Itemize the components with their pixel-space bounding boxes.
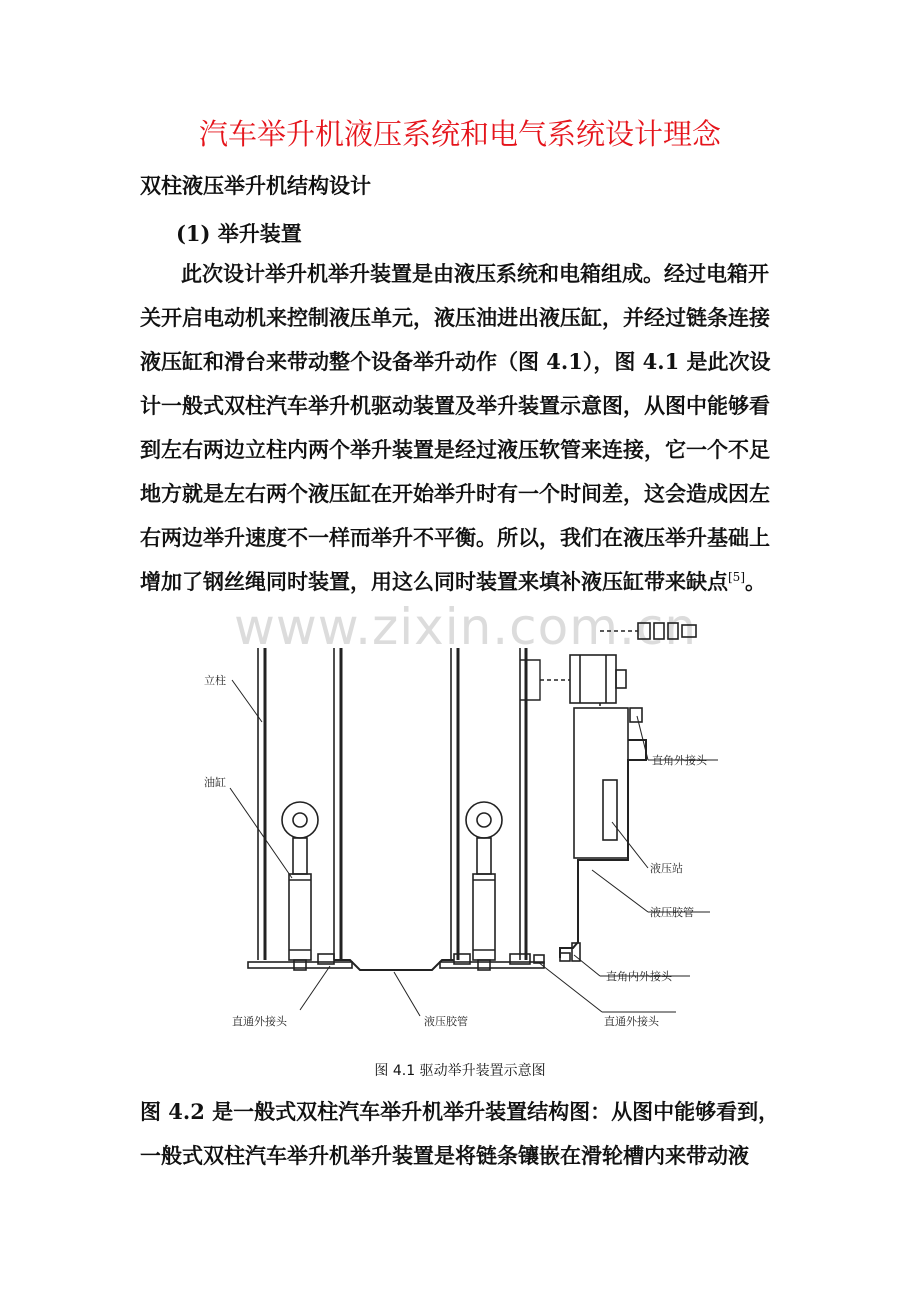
paragraph-line: 计一般式双柱汽车举升机驱动装置及举升装置示意图，从图中能够看 — [140, 393, 770, 418]
left-base-plate — [248, 962, 352, 968]
label-cylinder: 油缸 — [204, 776, 226, 789]
label-right-angle-inner-outer: 直角内外接头 — [606, 970, 672, 983]
bottom-hydraulic-hose — [334, 960, 454, 970]
paragraph-line: 此次设计举升机举升装置是由液压系统和电箱组成。经过电箱开 — [181, 261, 769, 286]
figure-caption: 图 4.1 驱动举升装置示意图 — [374, 1063, 546, 1079]
right-base-plate — [440, 962, 544, 968]
paragraph-text: 增加了钢丝绳同时装置，用这么同时装置来填补液压缸带来缺点 — [140, 569, 728, 594]
label-right-angle-outer: 直角外接头 — [652, 754, 707, 767]
section-heading: 双柱液压举升机结构设计 — [140, 173, 371, 198]
right-hydraulic-hose — [560, 740, 646, 958]
motor — [570, 655, 616, 703]
left-pulley — [282, 802, 318, 838]
paragraph-line: 到左右两边立柱内两个举升装置是经过液压软管来连接，它一个不足 — [140, 437, 770, 462]
label-hydraulic-hose-bottom: 液压胶管 — [424, 1015, 468, 1028]
paragraph-line: 关开启电动机来控制液压单元，液压油进出液压缸，并经过链条连接 — [140, 305, 770, 330]
label-straight-outer-right: 直通外接头 — [604, 1015, 659, 1028]
label-straight-outer-left: 直通外接头 — [232, 1015, 287, 1028]
label-column: 立柱 — [204, 674, 226, 687]
left-piston-rod — [293, 838, 307, 874]
document-title: 汽车举升机液压系统和电气系统设计理念 — [198, 117, 721, 151]
paragraph-line: 一般式双柱汽车举升机举升装置是将链条镶嵌在滑轮槽内来带动液 — [140, 1143, 749, 1168]
label-hydraulic-hose-right: 液压胶管 — [650, 906, 694, 919]
paragraph-tail: 。 — [745, 569, 766, 594]
paragraph-line: 液压缸和滑台来带动整个设备举升动作（图 4.1），图 4.1 是此次设 — [140, 349, 771, 374]
label-hydraulic-station: 液压站 — [650, 862, 683, 875]
subsection-heading: (1) 举升装置 — [176, 221, 302, 246]
paragraph-line-last — [140, 566, 790, 596]
hydraulic-station-tank — [574, 708, 628, 858]
paragraph-line: 地方就是左右两个液压缸在开始举升时有一个时间差，这会造成因左 — [140, 481, 770, 506]
paragraph-line: 右两边举升速度不一样而举升不平衡。所以，我们在液压举升基础上 — [140, 525, 770, 550]
paragraph-line: 图 4.2 是一般式双柱汽车举升机举升装置结构图：从图中能够看到， — [140, 1099, 780, 1124]
left-cylinder — [289, 874, 311, 960]
citation: [5] — [728, 570, 745, 584]
watermark: www.zixin.com.cn — [234, 598, 698, 656]
